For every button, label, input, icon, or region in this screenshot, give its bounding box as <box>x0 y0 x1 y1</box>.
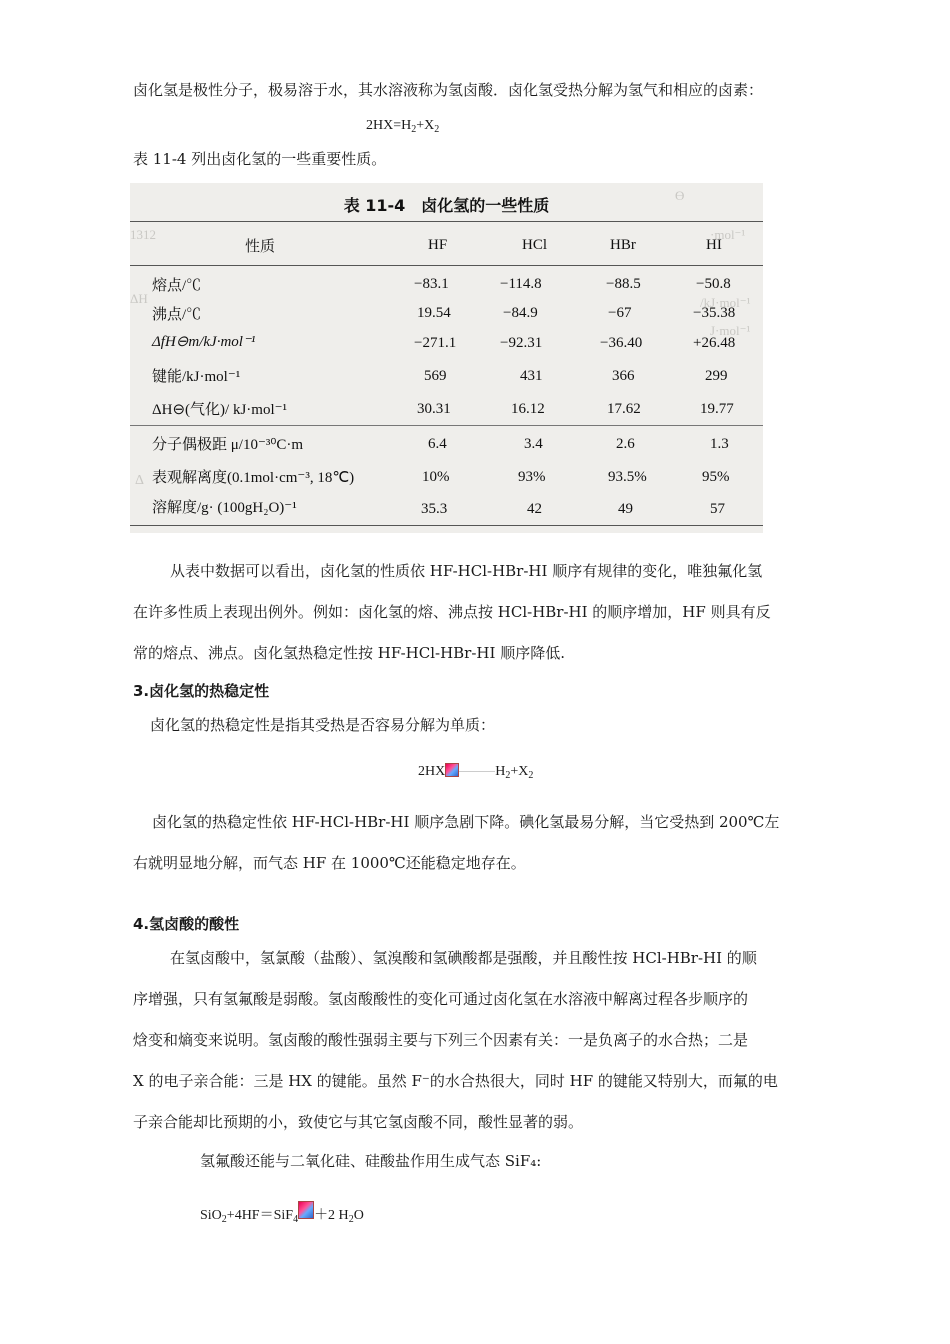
section-heading: 4.氢卤酸的酸性 <box>133 915 240 933</box>
table-cell: 19.77 <box>700 401 734 417</box>
table-cell: 93% <box>518 469 546 485</box>
paragraph-line: 从表中数据可以看出，卤化氢的性质依 HF-HCl-HBr-HI 顺序有规律的变化，唯独氟化氢 <box>170 562 763 580</box>
table-cell: −35.38 <box>693 305 736 321</box>
table-cell: 35.3 <box>421 501 448 517</box>
paragraph-line: 右就明显地分解，而气态 HF 在 1000℃还能稳定地存在。 <box>133 854 526 872</box>
table-cell: 57 <box>710 501 725 517</box>
table-cell: −114.8 <box>500 276 542 292</box>
row-label: 表观解离度(0.1mol·cm⁻³, 18℃) <box>152 470 355 486</box>
table-cell: 42 <box>527 501 542 517</box>
table-cell: −67 <box>608 305 632 321</box>
paragraph-line: 在氢卤酸中，氢氯酸（盐酸）、氢溴酸和氢碘酸都是强酸，并且酸性按 HCl-HBr-HI 的顺 <box>170 949 757 967</box>
table-cell: 49 <box>618 501 633 517</box>
table-cell: 16.12 <box>511 401 545 417</box>
table-cell: 30.31 <box>417 401 451 417</box>
table-cell: −83.1 <box>414 276 449 292</box>
heat-arrow-image <box>445 763 459 777</box>
paragraph-line: 氢氟酸还能与二氧化硅、硅酸盐作用生成气态 SiF₄: <box>200 1152 542 1170</box>
silica-equation: SiO$_2$+4HF＝SiF$_4$ ＋2 $H_2O$ <box>200 1201 364 1225</box>
row-label: ΔfH⊖m/kJ·mol⁻¹ <box>152 334 256 350</box>
decomposition-equation: $2HX=H_2+X_2$ <box>366 118 440 135</box>
paragraph-line: 序增强，只有氢氟酸是弱酸。氢卤酸酸性的变化可通过卤化氢在水溶液中解离过程各步顺序的 <box>133 990 749 1008</box>
paragraph-line: X 的电子亲合能：三是 HX 的键能。虽然 F⁻的水合热很大，同时 HF 的键能又特别大，而氟的电 <box>133 1072 778 1090</box>
table-cell: −50.8 <box>696 276 731 292</box>
table-cell: −92.31 <box>500 335 543 351</box>
row-label: 键能/kJ·mol⁻¹ <box>152 369 241 385</box>
table-cell: −84.9 <box>503 305 538 321</box>
table-cell: −271.1 <box>414 335 457 351</box>
table-cell: −36.40 <box>600 335 643 351</box>
row-label: 溶解度/g· (100gH₂O)⁻¹ <box>152 500 297 516</box>
table-cell: 2.6 <box>616 436 635 452</box>
paragraph-line: 子亲合能却比预期的小，致使它与其它氢卤酸不同，酸性显著的弱。 <box>133 1113 584 1131</box>
column-header-hcl: HCl <box>522 237 548 253</box>
paragraph-line: 卤化氢的热稳定性依 HF-HCl-HBr-HI 顺序急剧下降。碘化氢最易分解，当它受热到 200℃左 <box>152 813 780 831</box>
paragraph-line: 常的熔点、沸点。卤化氢热稳定性按 HF-HCl-HBr-HI 顺序降低. <box>133 644 565 662</box>
section-heading: 3.卤化氢的热稳定性 <box>133 682 270 700</box>
column-header-hf: HF <box>428 237 448 253</box>
table-cell: 3.4 <box>524 436 543 452</box>
intro-paragraph: 卤化氢是极性分子，极易溶于水，其水溶液称为氢卤酸．卤化氢受热分解为氢气和相应的卤素： <box>133 81 764 99</box>
paragraph-line: 在许多性质上表现出例外。例如：卤化氢的熔、沸点按 HCl-HBr-HI 的顺序增加，HF 则具有反 <box>133 603 771 621</box>
paragraph-line: 焓变和熵变来说明。氢卤酸的酸性强弱主要与下列三个因素有关：一是负离子的水合热；二是 <box>133 1031 749 1049</box>
table-cell: 17.62 <box>607 401 641 417</box>
table-cell: 299 <box>705 368 728 384</box>
table-cell: 93.5% <box>608 469 647 485</box>
gas-arrow-image <box>298 1201 314 1219</box>
table-cell: 569 <box>424 368 447 384</box>
halide-properties-table: ϴ 1312 ·mol⁻¹ /kJ·mol⁻¹ ΔH J·mol⁻¹ Δ 表 11-4 卤化氢的一些性质 性质 HF HCl HBr HI 熔点/℃ −83.1 −114.8 −88.5 −50.8 沸点/℃ 19.54 −84.9 −67 −35.38 ΔfH⊖m/kJ·mol⁻¹ −271.1 −92.31 −36.40 +26.48 键能/kJ·mol⁻¹ 569 431 366 299 ΔH⊖(气化)/ kJ·mol⁻¹ 30.31 16.12 17.62 19.77 分子偶极距 μ/10⁻³⁰C·m 6.4 3.4 2.6 1.3 表观解离度(0.1mol·cm⁻³, 18℃) 10% 93% 93.5% 95% 溶解度/g· (100gH₂O)⁻¹ 35.3 42 49 57 <box>130 183 763 533</box>
table-cell: −88.5 <box>606 276 641 292</box>
row-label: 分子偶极距 μ/10⁻³⁰C·m <box>152 437 304 453</box>
table-cell: 95% <box>702 469 730 485</box>
table-cell: 366 <box>612 368 635 384</box>
table-cell: 431 <box>520 368 543 384</box>
table-cell: 1.3 <box>710 436 729 452</box>
table-intro: 表 11-4 列出卤化氢的一些重要性质。 <box>133 150 387 168</box>
table-cell: +26.48 <box>693 335 736 351</box>
table-cell: 10% <box>422 469 450 485</box>
column-header-hbr: HBr <box>610 237 636 253</box>
paragraph-line: 卤化氢的热稳定性是指其受热是否容易分解为单质： <box>150 716 496 734</box>
row-label: 熔点/℃ <box>152 278 202 294</box>
table-caption: 表 11-4 卤化氢的一些性质 <box>343 196 550 215</box>
column-header-property: 性质 <box>245 239 276 255</box>
column-header-hi: HI <box>706 237 722 253</box>
thermal-decomposition-equation: 2HX $H_2+X_2$ <box>418 764 534 781</box>
table-cell: 6.4 <box>428 436 447 452</box>
table-cell: 19.54 <box>417 305 451 321</box>
row-label: 沸点/℃ <box>152 307 202 323</box>
row-label: ΔH⊖(气化)/ kJ·mol⁻¹ <box>152 402 288 418</box>
